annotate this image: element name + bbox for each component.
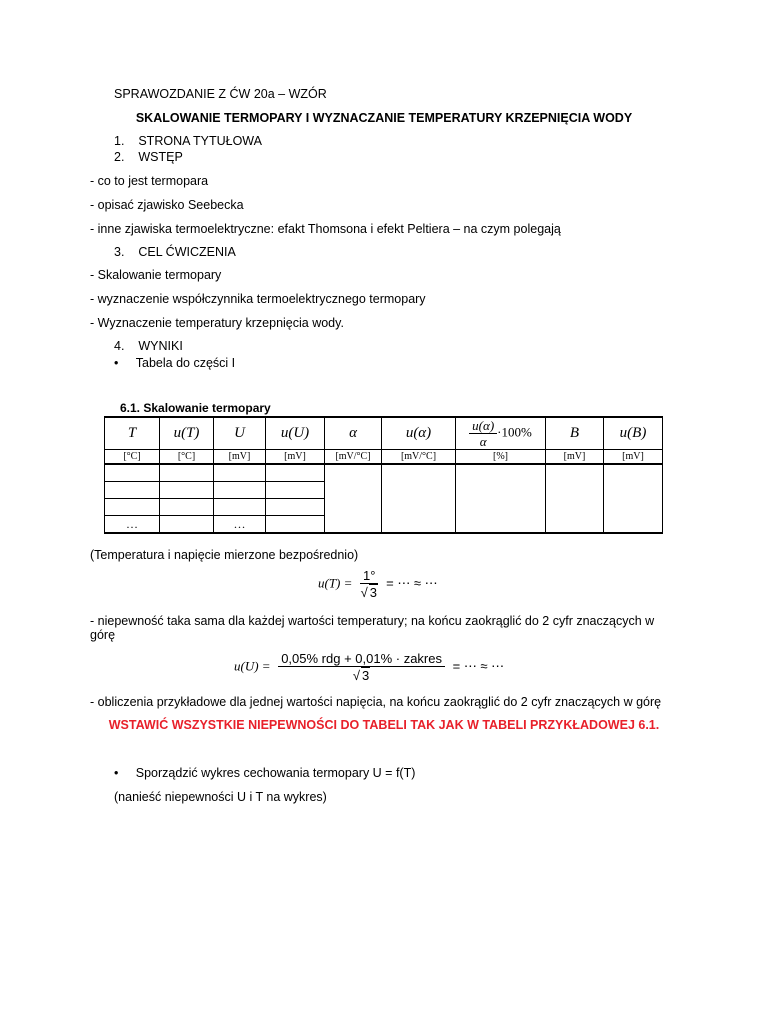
unit-cell: [mV/°C] [382,450,456,465]
unit-cell: [mV] [214,450,266,465]
plot-bullet [114,766,415,780]
table-cell [105,482,160,499]
table-cell [456,464,546,533]
header-cell-fraction [456,417,546,450]
header-cell: T [105,417,160,450]
table-cell [160,464,214,482]
section-number: 1. [114,134,125,148]
section-2 [114,150,183,164]
bullet-icon: • [114,766,119,780]
section-4 [114,339,183,353]
section-label: WSTĘP [138,150,183,164]
fraction-denominator: √ 3 [352,668,370,683]
table-cell [266,482,325,499]
fraction-denominator: α [479,434,487,449]
table-unit-row [105,450,663,465]
warning-text: WSTAWIĆ WSZYSTKIE NIEPEWNOŚCI DO TABELI TAK JAK W TABELI PRZYKŁADOWEJ 6.1. [108,718,660,732]
section-number: 4. [114,339,125,353]
bullet-text: Tabela do części I [135,356,236,370]
section-1 [114,134,262,148]
formula-rhs: = ⋯ ≈ ⋯ [386,575,438,591]
report-title: SPRAWOZDANIE Z ĆW 20a – WZÓR [114,87,327,101]
unit-cell: [°C] [105,450,160,465]
calc-note: - obliczenia przykładowe dla jednej wartości napięcia, na końcu zaokrąglić do 2 cyfr znaczących w górę [90,695,662,709]
formula-lhs: u(U) = [234,658,271,674]
intro-bullet: - co to jest termopara [90,174,209,188]
table-cell [266,464,325,482]
uncertainty-note: - niepewność taka sama dla każdej wartości temperatury; na końcu zaokrąglić do 2 cyfr znaczących w górę [90,614,655,642]
unit-cell: [mV] [604,450,663,465]
unit-cell: [mV/°C] [325,450,382,465]
header-cell: u(B) [604,417,663,450]
table-cell [160,482,214,499]
bullet-icon: • [114,356,119,370]
plot-note: (nanieść niepewności U i T na wykres) [114,790,327,804]
formula-lhs: u(T) = [318,575,353,591]
unit-cell: [°C] [160,450,214,465]
formula-uT [318,568,438,600]
table-cell [266,499,325,516]
header-cell: u(U) [266,417,325,450]
header-cell: U [214,417,266,450]
header-cell: u(α) [382,417,456,450]
unit-cell: [mV] [266,450,325,465]
table-cell [105,499,160,516]
table-cell [214,464,266,482]
table-cell [604,464,663,533]
fraction-denominator: √ 3 [360,585,377,600]
intro-bullet: - inne zjawiska termoelektryczne: efakt Thomsona i efekt Peltiera – na czym polegają [90,222,561,236]
table-cell [160,499,214,516]
section-number: 3. [114,245,125,259]
calibration-table [104,416,663,534]
measured-note: (Temperatura i napięcie mierzone bezpośrednio) [90,548,359,562]
unit-cell: [%] [456,450,546,465]
fraction-numerator: 1° [360,568,378,584]
formula-uU [234,651,504,683]
section-label: CEL ĆWICZENIA [138,245,236,259]
table-header-row [105,417,663,450]
table-cell [160,516,214,534]
table-row [105,464,663,482]
goal-bullet: - Skalowanie termopary [90,268,222,282]
formula-rhs: = ⋯ ≈ ⋯ [452,658,505,674]
table-bullet [114,356,235,370]
section-label: STRONA TYTUŁOWA [138,134,262,148]
table-caption: 6.1. Skalowanie termopary [120,401,271,415]
table-cell [105,464,160,482]
goal-bullet: - Wyznaczenie temperatury krzepnięcia wody. [90,316,344,330]
fraction-suffix: ·100% [497,424,532,440]
table-cell [266,516,325,534]
table-cell [546,464,604,533]
table-cell-ellipsis: … [105,516,160,534]
intro-bullet: - opisać zjawisko Seebecka [90,198,244,212]
table-cell [382,464,456,533]
fraction-numerator: u(α) [469,418,497,434]
bullet-text: Sporządzić wykres cechowania termopary U = f(T) [135,766,416,780]
table-cell [214,499,266,516]
table-cell-ellipsis: … [214,516,266,534]
main-title: SKALOWANIE TERMOPARY I WYZNACZANIE TEMPERATURY KRZEPNIĘCIA WODY [135,111,633,125]
section-label: WYNIKI [138,339,183,353]
goal-bullet: - wyznaczenie współczynnika termoelektrycznego termopary [90,292,426,306]
section-3 [114,245,236,259]
table-cell [325,464,382,533]
header-cell: α [325,417,382,450]
table-cell [214,482,266,499]
uncertainty-note-continued: górę [90,628,116,642]
header-cell: B [546,417,604,450]
header-cell: u(T) [160,417,214,450]
fraction-numerator: 0,05% rdg + 0,01% · zakres [278,651,445,667]
section-number: 2. [114,150,125,164]
unit-cell: [mV] [546,450,604,465]
